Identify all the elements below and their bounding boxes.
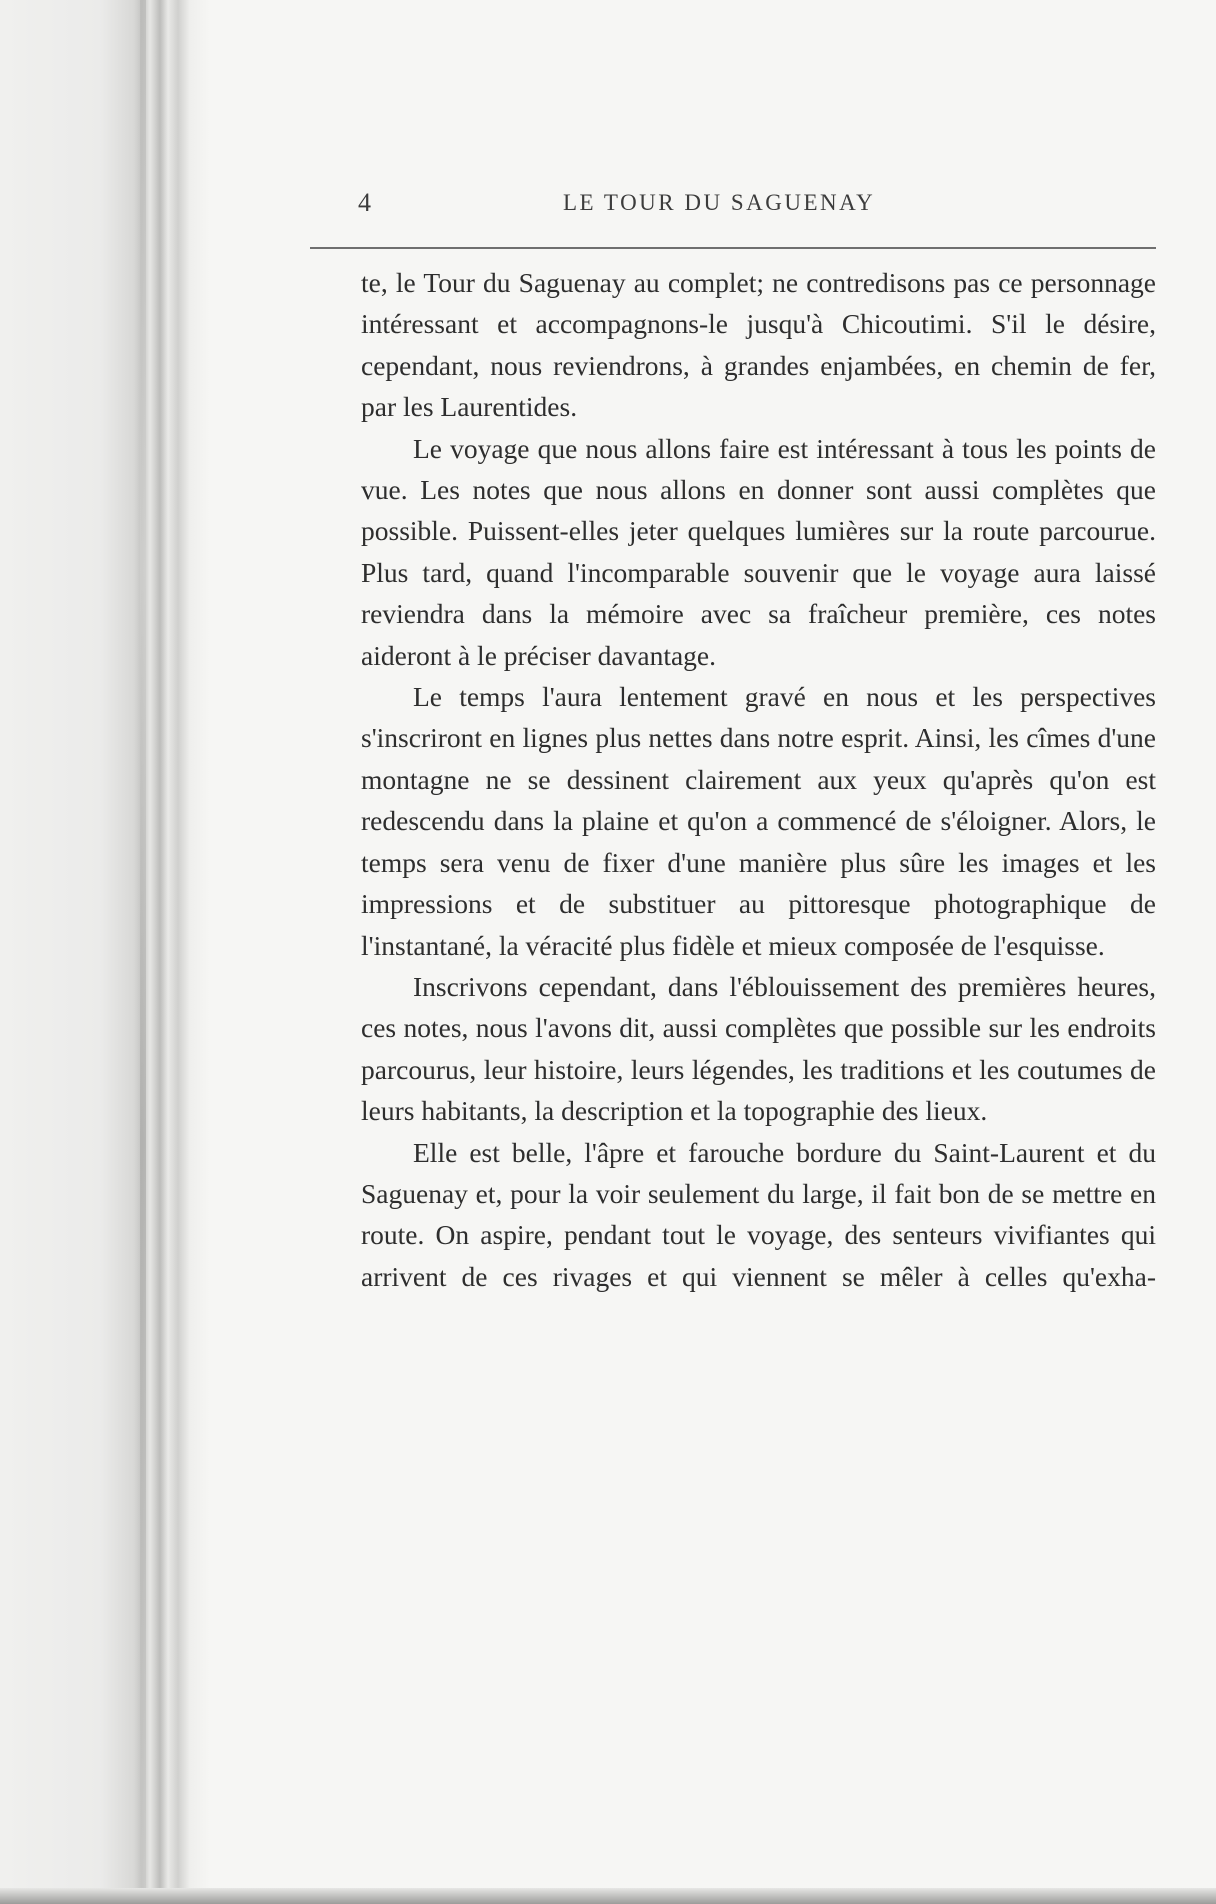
paragraph-4: Inscrivons cependant, dans l'éblouissement des premières heures, ces notes, nous l'avons dit, aussi complètes que possible sur les endroits parcourus, leur histoire, leurs légendes, les traditions et les coutumes de leurs habitants, la description et la topographie des lieux. — [361, 970, 1156, 1127]
page-number: 4 — [358, 188, 371, 217]
page-header — [358, 188, 1156, 222]
page-bottom-edge — [0, 1888, 1216, 1904]
paragraph-3: Le temps l'aura lentement gravé en nous et les perspectives s'inscriront en lignes plus nettes dans notre esprit. Ainsi, les cîmes d'une montagne ne se dessinent clairement aux yeux qu'après qu'on est redescendu dans la plaine et qu'on a commencé de s'éloigner. Alors, le temps sera venu de fixer d'une manière plus sûre les images et les impressions et de substituer au pittoresque photographique de l'instantané, la véracité plus fidèle et mieux composée de l'esquisse. — [361, 681, 1156, 961]
paragraph-1: te, le Tour du Saguenay au complet; ne contredisons pas ce personnage intéressant et accompagnons-le jusqu'à Chicoutimi. S'il le désire, cependant, nous reviendrons, à grandes enjambées, en chemin de fer, par les Laurentides. — [361, 267, 1156, 423]
page-stack-edge — [0, 0, 210, 1904]
body-text — [361, 262, 1156, 1297]
running-title: LE TOUR DU SAGUENAY — [563, 190, 876, 215]
paragraph-2: Le voyage que nous allons faire est intéressant à tous les points de vue. Les notes que nous allons en donner sont aussi complètes que possible. Puissent-elles jeter quelques lumières sur la route parcourue. Plus tard, quand l'incomparable souvenir que le voyage aura laissé reviendra dans la mémoire avec sa fraîcheur première, ces notes aideront à le préciser davantage. — [361, 432, 1156, 671]
header-rule — [310, 247, 1156, 249]
paragraph-5: Elle est belle, l'âpre et farouche bordure du Saint-Laurent et du Saguenay et, pour la voir seulement du large, il fait bon de se mettre en route. On aspire, pendant tout le voyage, des senteurs vivifiantes qui arrivent de ces rivages et qui viennent se mêler à celles qu'exha- — [361, 1136, 1156, 1292]
